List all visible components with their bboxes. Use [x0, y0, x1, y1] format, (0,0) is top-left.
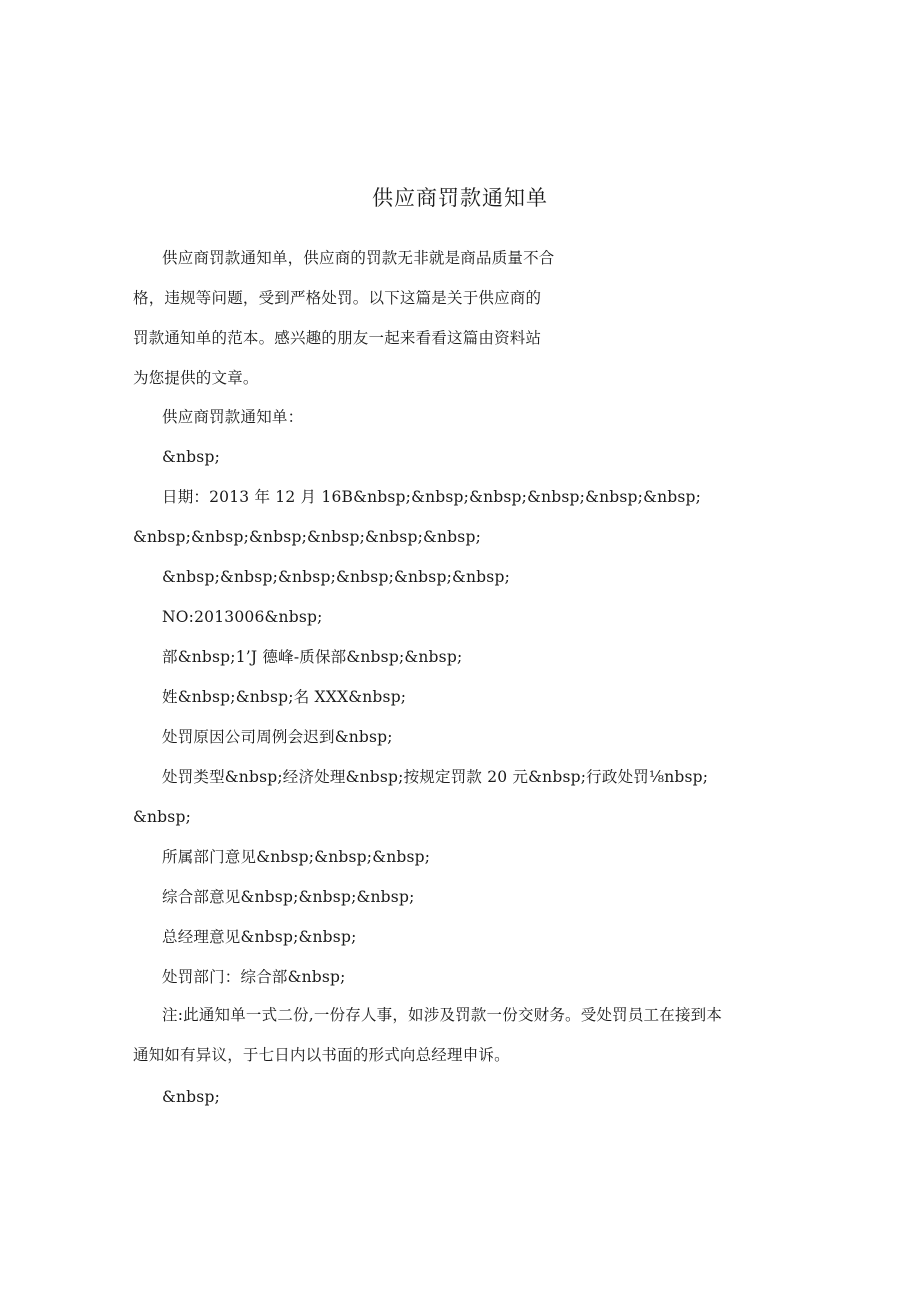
intro-line-1: 供应商罚款通知单，供应商的罚款无非就是商品质量不合 — [162, 249, 555, 267]
intro-line-2: 格，违规等问题，受到严格处罚。以下这篇是关于供应商的 — [133, 289, 542, 307]
number-line: NO:2013006&nbsp; — [162, 608, 323, 626]
intro-line-3: 罚款通知单的范本。感兴趣的朋友一起来看看这篇由资料站 — [133, 329, 542, 347]
penalty-dept-line: 处罚部门：综合部&nbsp; — [162, 968, 346, 986]
penalty-type-line: 处罚类型&nbsp;经济处理&nbsp;按规定罚款 20 元&nbsp;行政处罚⅛nbsp; — [162, 768, 709, 786]
note-line-1: 注:此通知单一式二份,一份存人事，如涉及罚款一份交财务。受处罚员工在接到本 — [162, 1006, 723, 1024]
blank-line: &nbsp;&nbsp;&nbsp;&nbsp;&nbsp;&nbsp; — [162, 568, 511, 586]
note-line-2: 通知如有异议，于七日内以书面的形式向总经理申诉。 — [133, 1046, 510, 1064]
name-line: 姓&nbsp;&nbsp;名 XXX&nbsp; — [162, 688, 407, 706]
general-dept-opinion-line: 综合部意见&nbsp;&nbsp;&nbsp; — [162, 888, 415, 906]
document-title: 供应商罚款通知单 — [372, 186, 548, 210]
notice-heading: 供应商罚款通知单： — [162, 408, 304, 426]
dept-opinion-line: 所属部门意见&nbsp;&nbsp;&nbsp; — [162, 848, 431, 866]
blank-line: &nbsp; — [162, 448, 221, 466]
date-line: 日期：2013 年 12 月 16B&nbsp;&nbsp;&nbsp;&nbsp;&nbsp;&nbsp; — [162, 488, 702, 506]
blank-line: &nbsp; — [133, 808, 192, 826]
reason-line: 处罚原因公司周例会迟到&nbsp; — [162, 728, 393, 746]
blank-line: &nbsp;&nbsp;&nbsp;&nbsp;&nbsp;&nbsp; — [133, 528, 482, 546]
intro-line-4: 为您提供的文章。 — [133, 369, 259, 387]
blank-line: &nbsp; — [162, 1088, 221, 1106]
department-line: 部&nbsp;1’J 德峰-质保部&nbsp;&nbsp; — [162, 648, 463, 666]
gm-opinion-line: 总经理意见&nbsp;&nbsp; — [162, 928, 357, 946]
